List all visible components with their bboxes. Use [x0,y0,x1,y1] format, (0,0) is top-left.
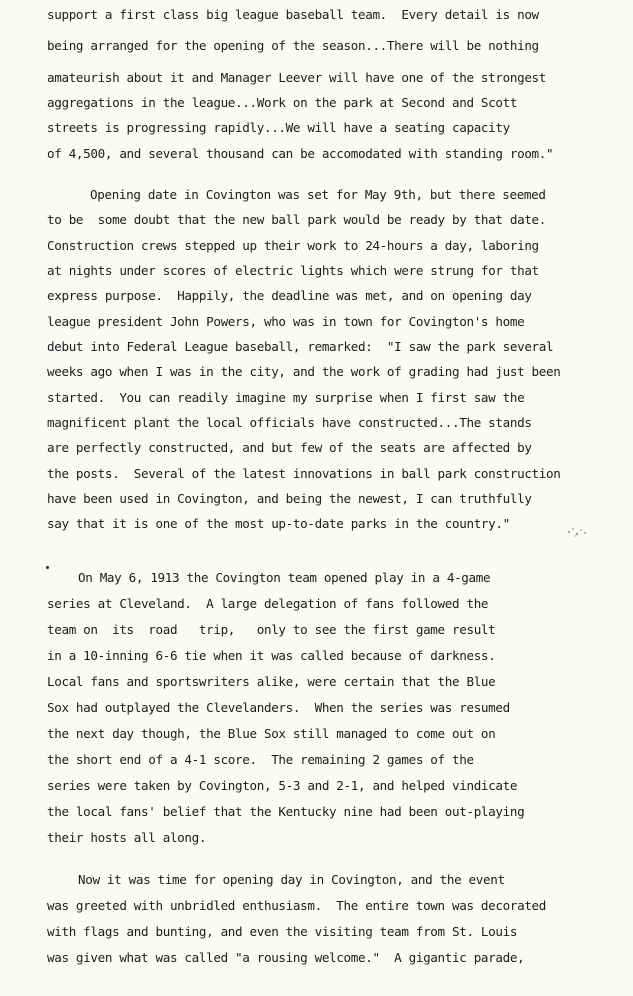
text-line: team on its road trip, only to see the first game result [47,622,496,637]
text-line: amateurish about it and Manager Leever will have one of the strongest [47,70,547,85]
text-line: magnificent plant the local officials have constructed...The stands [47,415,532,430]
text-line: weeks ago when I was in the city, and the work of grading had just been [47,364,561,379]
text-line: was greeted with unbridled enthusiasm. The entire town was decorated [47,898,547,913]
text-line: in a 10-inning 6-6 tie when it was called because of darkness. [47,648,496,663]
text-line: say that it is one of the most up-to-date parks in the country." [47,516,510,531]
text-line: On May 6, 1913 the Covington team opened play in a 4-game [78,570,491,585]
text-line: Sox had outplayed the Clevelanders. When the series was resumed [47,700,510,715]
text-line: have been used in Covington, and being the newest, I can truthfully [47,491,532,506]
text-line: express purpose. Happily, the deadline was met, and on opening day [47,288,532,303]
ink-smudge [563,523,591,541]
text-line: the short end of a 4-1 score. The remaining 2 games of the [47,752,474,767]
text-line: streets is progressing rapidly...We will have a seating capacity [47,120,510,135]
text-line: at nights under scores of electric lights which were strung for that [47,263,539,278]
text-line: of 4,500, and several thousand can be accomodated with standing room." [47,146,554,161]
text-line: Local fans and sportswriters alike, were certain that the Blue [47,674,496,689]
text-line: the local fans' belief that the Kentucky nine had been out-playing [47,804,525,819]
text-line: started. You can readily imagine my surprise when I first saw the [47,390,525,405]
text-line: Construction crews stepped up their work to 24-hours a day, laboring [47,238,539,253]
text-line: series at Cleveland. A large delegation of fans followed the [47,596,489,611]
text-line: league president John Powers, who was in town for Covington's home [47,314,525,329]
text-line: series were taken by Covington, 5-3 and 2-1, and helped vindicate [47,778,518,793]
text-line: are perfectly constructed, and but few of the seats are affected by [47,440,532,455]
text-line: being arranged for the opening of the season...There will be nothing [47,38,539,53]
text-line: the posts. Several of the latest innovations in ball park construction [47,466,561,481]
ink-speck [46,566,49,569]
text-line: their hosts all along. [47,830,207,845]
text-line: with flags and bunting, and even the visiting team from St. Louis [47,924,518,939]
text-line: support a first class big league baseball team. Every detail is now [47,7,539,22]
text-line: Now it was time for opening day in Covington, and the event [78,872,505,887]
text-line: to be some doubt that the new ball park would be ready by that date. [47,212,547,227]
text-line: aggregations in the league...Work on the park at Second and Scott [47,95,518,110]
text-line: debut into Federal League baseball, remarked: "I saw the park several [47,339,554,354]
text-line: the next day though, the Blue Sox still managed to come out on [47,726,496,741]
text-line: was given what was called "a rousing welcome." A gigantic parade, [47,950,525,965]
text-line: Opening date in Covington was set for May 9th, but there seemed [90,187,546,202]
